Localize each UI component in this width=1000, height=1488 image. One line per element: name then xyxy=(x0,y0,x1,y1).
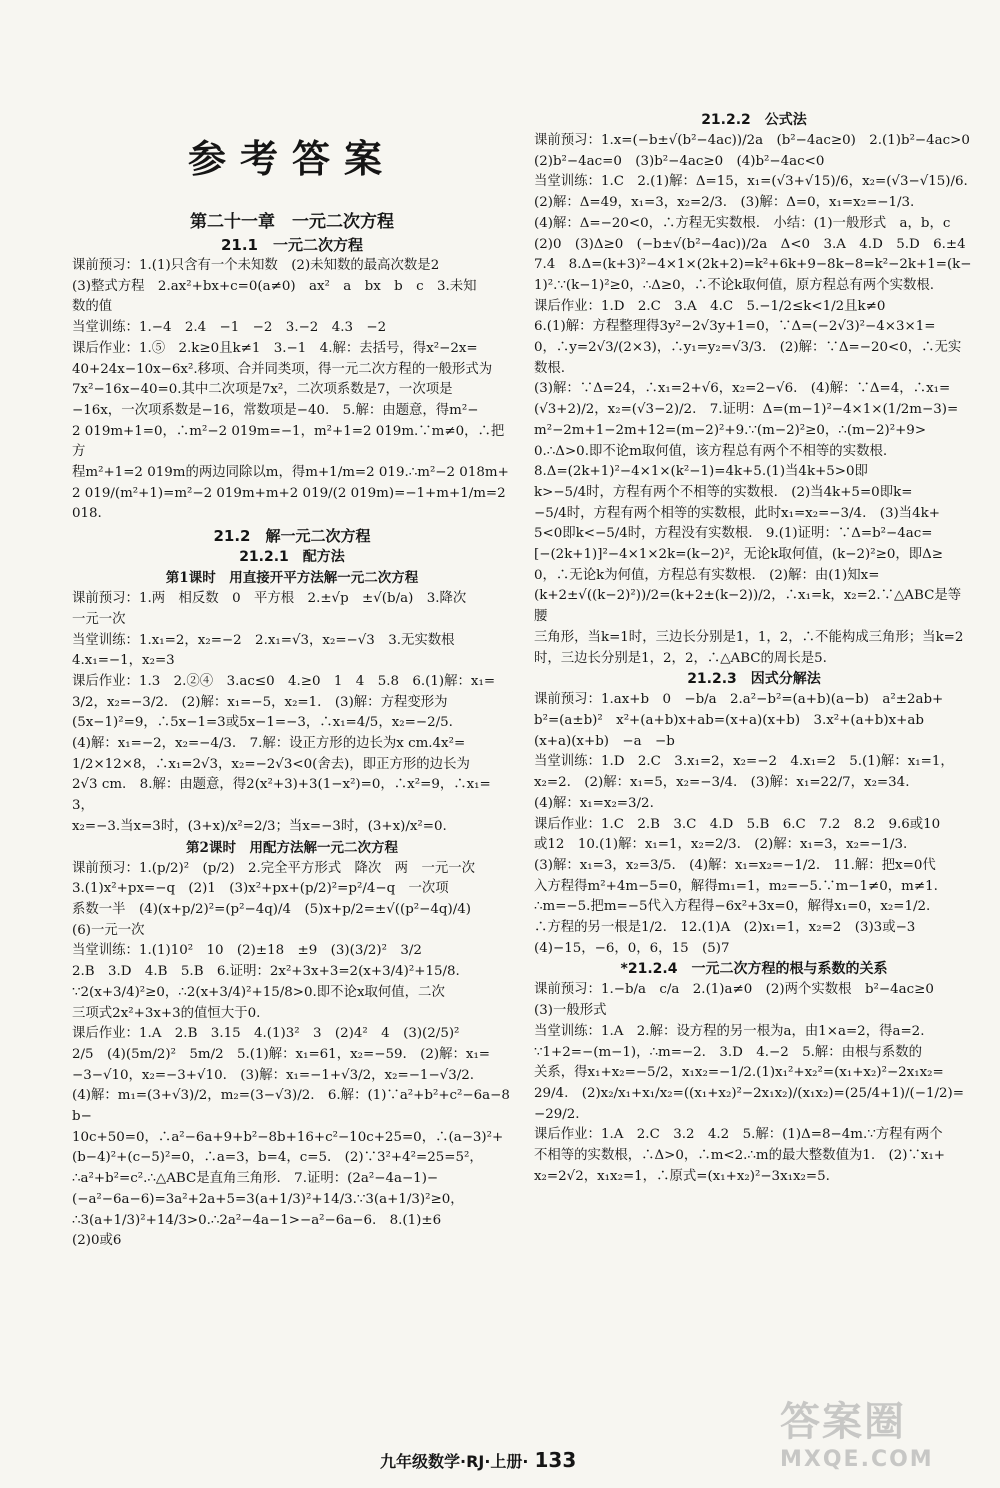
answer-line: ∴a²+b²=c².∴△ABC是直角三角形. 7.证明：(2a²−4a−1)− xyxy=(72,1171,439,1187)
answer-line: 3/2，x₂=−3/2. (2)解：x₁=−5，x₂=1. (3)解：方程变形为 xyxy=(72,694,448,710)
answer-line: 不相等的实数根，∴Δ>0，∴m<2.∴m的最大整数值为1. (2)∵x₁+ xyxy=(534,1148,946,1164)
answer-line: 课后作业：1.A 2.C 3.2 4.2 5.解：(1)Δ=8−4m.∵方程有两个 xyxy=(534,1127,943,1143)
answer-line: 三项式2x²+3x+3的值恒大于0. xyxy=(72,1005,261,1021)
answer-line: (3)解：∵Δ=24，∴x₁=2+√6，x₂=2−√6. (4)解：∵Δ=4，∴x₁= xyxy=(534,381,951,397)
answer-line: (4)解：Δ=−20<0，∴方程无实数根. 小结：(1)一般形式 a，b，c xyxy=(534,215,951,231)
answer-line: 课后作业：1.⑤ 2.k≥0且k≠1 3.−1 4.解：去括号，得x²−2x= xyxy=(72,340,478,356)
answer-line: x₂=2√2，x₁x₂=1，∴原式=(x₁+x₂)²−3x₁x₂=5. xyxy=(534,1168,830,1184)
section-heading: 21.2.2 公式法 xyxy=(701,112,807,128)
answer-line: 40+24x−10x−6x².移项、合并同类项，得一元二次方程的一般形式为 xyxy=(72,361,493,377)
answer-line: (4)解：x₁=x₂=3/2. xyxy=(534,795,654,811)
answer-line: (4)−15，−6，0，6，15 (5)7 xyxy=(534,940,730,956)
answer-line: 6.(1)解：方程整理得3y²−2√3y+1=0，∵Δ=(−2√3)²−4×3×1= xyxy=(534,319,936,335)
section-heading: 21.2 解一元二次方程 xyxy=(213,527,371,546)
watermark-bottom-text: MXQE.COM xyxy=(780,1447,934,1472)
answer-line: (2)解：Δ=49，x₁=3，x₂=2/3. (3)解：Δ=0，x₁=x₂=−1/3. xyxy=(534,195,915,211)
answer-line: 2√3 cm. 8.解：由题意，得2(x²+3)+3(1−x²)=0，∴x²=9，∴x₁=3， xyxy=(72,777,491,814)
answer-line: (√3+2)/2，x₂=(√3−2)/2. 7.证明：Δ=(m−1)²−4×1×(1/2m−3)= xyxy=(534,402,959,418)
answer-line: x₂=−3.当x=3时，(3+x)/x²=2/3；当x=−3时，(3+x)/x²=0. xyxy=(72,818,447,834)
answer-line: 3.(1)x²+px=−q (2)1 (3)x²+px+(p/2)²=p²/4−q 一次项 xyxy=(72,881,449,897)
answer-line: 一元一次 xyxy=(72,611,126,627)
answer-line: 2 019/(m²+1)=m²−2 019m+m+2 019/(2 019m)=−1+m+1/m=2 018. xyxy=(72,485,510,522)
answer-line: 4.x₁=−1，x₂=3 xyxy=(72,653,175,669)
answer-line: 当堂训练：1.A 2.解：设方程的另一根为a，由1×a=2，得a=2. xyxy=(534,1023,925,1039)
answer-line: 当堂训练：1.D 2.C 3.x₁=2，x₂=−2 4.x₁=2 5.(1)解：x₁=1， xyxy=(534,754,954,770)
answer-line: 关系，得x₁+x₂=−5/2，x₁x₂=−1/2.(1)x₁²+x₂²=(x₁+x₂)²−2x₁x₂= xyxy=(534,1065,944,1081)
answer-line: ∴方程的另一根是1/2. 12.(1)A (2)x₁=1，x₂=2 (3)3或−3 xyxy=(534,920,916,936)
answer-line: −16x，一次项系数是−16，常数项是−40. 5.解：由题意，得m²− xyxy=(72,402,479,418)
right-column xyxy=(534,110,974,1187)
answer-line: (5x−1)²=9，∴5x−1=3或5x−1=−3，∴x₁=4/5，x₂=−2/5. xyxy=(72,715,453,731)
answer-line: 课后作业：1.C 2.B 3.C 4.D 5.B 6.C 7.2 8.2 9.6或10 xyxy=(534,816,941,832)
answer-line: (−a²−6a−6)=3a²+2a+5=3(a+1/3)²+14/3.∵3(a+1/3)²≥0， xyxy=(72,1191,464,1207)
answer-line: (6)一元一次 xyxy=(72,922,145,938)
left-column xyxy=(72,210,512,1252)
answer-line: 课前预习：1.−b/a c/a 2.(1)a≠0 (2)两个实数根 b²−4ac≥0 xyxy=(534,982,934,998)
answer-line: x₂=2. (2)解：x₁=5，x₂=−3/4. (3)解：x₁=22/7，x₂=34. xyxy=(534,775,910,791)
answer-line: (3)一般形式 xyxy=(534,1003,607,1019)
answer-line: ∵1+2=−(m−1)，∴m=−2. 3.D 4.−2 5.解：由根与系数的 xyxy=(534,1044,923,1060)
answer-line: 三角形，当k=1时，三边长分别是1，1，2，∴不能构成三角形；当k=2 xyxy=(534,629,964,645)
answer-line: 或12 10.(1)解：x₁=1，x₂=2/3. (2)解：x₁=3，x₂=−1/3. xyxy=(534,837,908,853)
answer-line: 2.B 3.D 4.B 5.B 6.证明：2x²+3x+3=2(x+3/4)²+15/8. xyxy=(72,964,460,980)
answer-line: 0，∴无论k为何值，方程总有实数根. (2)解：由(1)知x= xyxy=(534,567,880,583)
answer-line: b²=(a±b)² x²+(a+b)x+ab=(x+a)(x+b) 3.x²+(a+b)x+ab xyxy=(534,712,924,728)
answer-line: 7x²−16x−40=0.其中二次项是7x²，二次项系数是7，一次项是 xyxy=(72,382,453,398)
answer-line: [−(2k+1)]²−4×1×2k=(k−2)²，无论k取何值，(k−2)²≥0，即Δ≥ xyxy=(534,547,944,563)
answer-line: 课前预习：1.(p/2)² (p/2) 2.完全平方形式 降次 两 一元一次 xyxy=(72,860,476,876)
answer-line: (3)解：x₁=3，x₂=3/5. (4)解：x₁=x₂=−1/2. 11.解：把x=0代 xyxy=(534,857,936,873)
answer-line: (x+a)(x+b) −a −b xyxy=(534,733,675,749)
answer-line: 当堂训练：1.−4 2.4 −1 −2 3.−2 4.3 −2 xyxy=(72,320,387,336)
answer-line: 8.Δ=(2k+1)²−4×1×(k²−1)=4k+5.(1)当4k+5>0即 xyxy=(534,464,868,480)
answer-line: −5/4时，方程有两个相等的实数根，此时x₁=x₂=−3/4. (3)当4k+ xyxy=(534,505,940,521)
answer-line: 当堂训练：1.C 2.(1)解：Δ=15，x₁=(√3+√15)/6，x₂=(√3−√15)/6. xyxy=(534,174,968,190)
section-heading: 第二十一章 一元二次方程 xyxy=(190,212,394,232)
answer-line: k>−5/4时，方程有两个不相等的实数根. (2)当4k+5=0即k= xyxy=(534,484,913,500)
answer-line: 0，∴y=2√3/(2×3)，∴y₁=y₂=√3/3. (2)解：∵Δ=−20<0，∴无实数根. xyxy=(534,340,962,376)
answer-line: 10c+50=0，∴a²−6a+9+b²−8b+16+c²−10c+25=0，∴(a−3)²+ xyxy=(72,1129,504,1145)
section-heading: 21.2.1 配方法 xyxy=(239,549,345,566)
answer-line: (2)b²−4ac=0 (3)b²−4ac≥0 (4)b²−4ac<0 xyxy=(534,153,825,169)
page-footer xyxy=(380,1448,576,1472)
answer-line: (4)解：m₁=(3+√3)/2，m₂=(3−√3)/2. 6.解：(1)∵a²+b²+c²−6a−8b− xyxy=(72,1088,510,1125)
answer-line: (2)0 (3)Δ≥0 (−b±√(b²−4ac))/2a Δ<0 3.A 4.D 5.D 6.±4 xyxy=(534,236,966,252)
answer-line: ∴3(a+1/3)²+14/3>0.∴2a²−4a−1>−a²−6a−6. 8.(1)±6 xyxy=(72,1212,442,1228)
answer-line: m²−2m+1−2m+12=(m−2)²+9.∵(m−2)²≥0，∴(m−2)²+9> xyxy=(534,422,927,438)
answer-line: 课后作业：1.3 2.②④ 3.ac≤0 4.≥0 1 4 5.8 6.(1)解：x₁= xyxy=(72,673,496,689)
watermark-logo xyxy=(780,1390,980,1480)
answer-line: (4)解：x₁=−2，x₂=−4/3. 7.解：设正方形的边长为x cm.4x²= xyxy=(72,736,466,752)
answer-line: 2 019m+1=0，∴m²−2 019m=−1，m²+1=2 019m.∵m≠0，∴把方 xyxy=(72,423,505,460)
answer-line: 29/4. (2)x₂/x₁+x₁/x₂=((x₁+x₂)²−2x₁x₂)/(x₁x₂)=(25/4+1)/(−1/2)=−29/2. xyxy=(534,1085,964,1122)
answer-line: 课前预习：1.两 相反数 0 平方根 2.±√p ±√(b/a) 3.降次 xyxy=(72,591,467,607)
answer-line: 5<0即k<−5/4时，方程没有实数根. 9.(1)证明：∵Δ=b²−4ac= xyxy=(534,526,933,542)
answer-line: (b−4)²+(c−5)²=0，∴a=3，b=4，c=5. (2)∵3²+4²=25=5²， xyxy=(72,1150,483,1166)
answer-line: 课前预习：1.ax+b 0 −b/a 2.a²−b²=(a+b)(a−b) a²±2ab+ xyxy=(534,692,944,708)
answer-line: 当堂训练：1.x₁=2，x₂=−2 2.x₁=√3，x₂=−√3 3.无实数根 xyxy=(72,632,455,648)
answer-line: 1/2×12×8，∴x₁=2√3，x₂=−2√3<0(舍去)，即正方形的边长为 xyxy=(72,756,470,772)
answer-line: ∴m=−5.把m=−5代入方程得−6x²+3x=0，解得x₁=0，x₂=1/2. xyxy=(534,899,931,915)
answer-line: ∵2(x+3/4)²≥0，∴2(x+3/4)²+15/8>0.即不论x取何值，二次 xyxy=(72,984,445,1000)
answer-line: 课后作业：1.A 2.B 3.15 4.(1)3² 3 (2)4² 4 (3)(2/5)² xyxy=(72,1026,460,1042)
answer-line: 课后作业：1.D 2.C 3.A 4.C 5.−1/2≤k<1/2且k≠0 xyxy=(534,298,886,314)
page-number: 133 xyxy=(534,1448,577,1472)
answer-line: 当堂训练：1.(1)10² 10 (2)±18 ±9 (3)(3/2)² 3/2 xyxy=(72,943,422,959)
answer-line: 程m²+1=2 019m的两边同除以m，得m+1/m=2 019.∴m²−2 018m+ xyxy=(72,465,509,481)
section-heading: 第2课时 用配方法解一元二次方程 xyxy=(186,839,398,856)
section-heading: 21.2.3 因式分解法 xyxy=(687,671,821,688)
answer-line: 时，三边长分别是1，2，2，∴△ABC的周长是5. xyxy=(534,650,827,666)
section-heading: 21.1 一元二次方程 xyxy=(220,236,363,254)
answer-line: 0.∴Δ>0.即不论m取何值，该方程总有两个不相等的实数根. xyxy=(534,443,888,459)
answer-line: (2)0或6 xyxy=(72,1233,122,1249)
answer-line: 系数一半 (4)(x+p/2)²=(p²−4q)/4 (5)x+p/2=±√((p²−4q)/4) xyxy=(72,901,471,917)
answer-line: 1)².∵(k−1)²≥0，∴Δ≥0，∴不论k取何值，原方程总有两个实数根. xyxy=(534,277,935,293)
answer-line: (3)整式方程 2.ax²+bx+c=0(a≠0) ax² a bx b c 3.未知 xyxy=(72,278,477,294)
answer-line: 数的值 xyxy=(72,299,113,315)
section-heading: *21.2.4 一元二次方程的根与系数的关系 xyxy=(620,961,888,978)
answer-line: −3−√10，x₂=−3+√10. (3)解：x₁=−1+√3/2，x₂=−1−√3/2. xyxy=(72,1067,474,1083)
answer-line: (k+2±√((k−2)²))/2=(k+2±(k−2))/2，∴x₁=k，x₂=2.∵△ABC是等腰 xyxy=(534,588,962,625)
answer-line: 课前预习：1.x=(−b±√(b²−4ac))/2a (b²−4ac≥0) 2.(1)b²−4ac>0 xyxy=(534,133,970,148)
answer-line: 7.4 8.Δ=(k+3)²−4×1×(2k+2)=k²+6k+9−8k−8=k²−2k+1=(k− xyxy=(534,257,972,273)
answer-line: 课前预习：1.(1)只含有一个未知数 (2)未知数的最高次数是2 xyxy=(72,258,440,273)
page-title: 参考答案 xyxy=(187,137,396,181)
answer-line: 2/5 (4)(5m/2)² 5m/2 5.(1)解：x₁=61，x₂=−59. (2)解：x₁= xyxy=(72,1046,491,1062)
footer-label: 九年级数学·RJ·上册· xyxy=(380,1452,529,1471)
section-heading: 第1课时 用直接开平方法解一元二次方程 xyxy=(165,570,419,587)
answer-line: 入方程得m²+4m−5=0，解得m₁=1，m₂=−5.∵m−1≠0，m≠1. xyxy=(534,878,938,894)
watermark-top-text: 答案圈 xyxy=(780,1399,906,1445)
